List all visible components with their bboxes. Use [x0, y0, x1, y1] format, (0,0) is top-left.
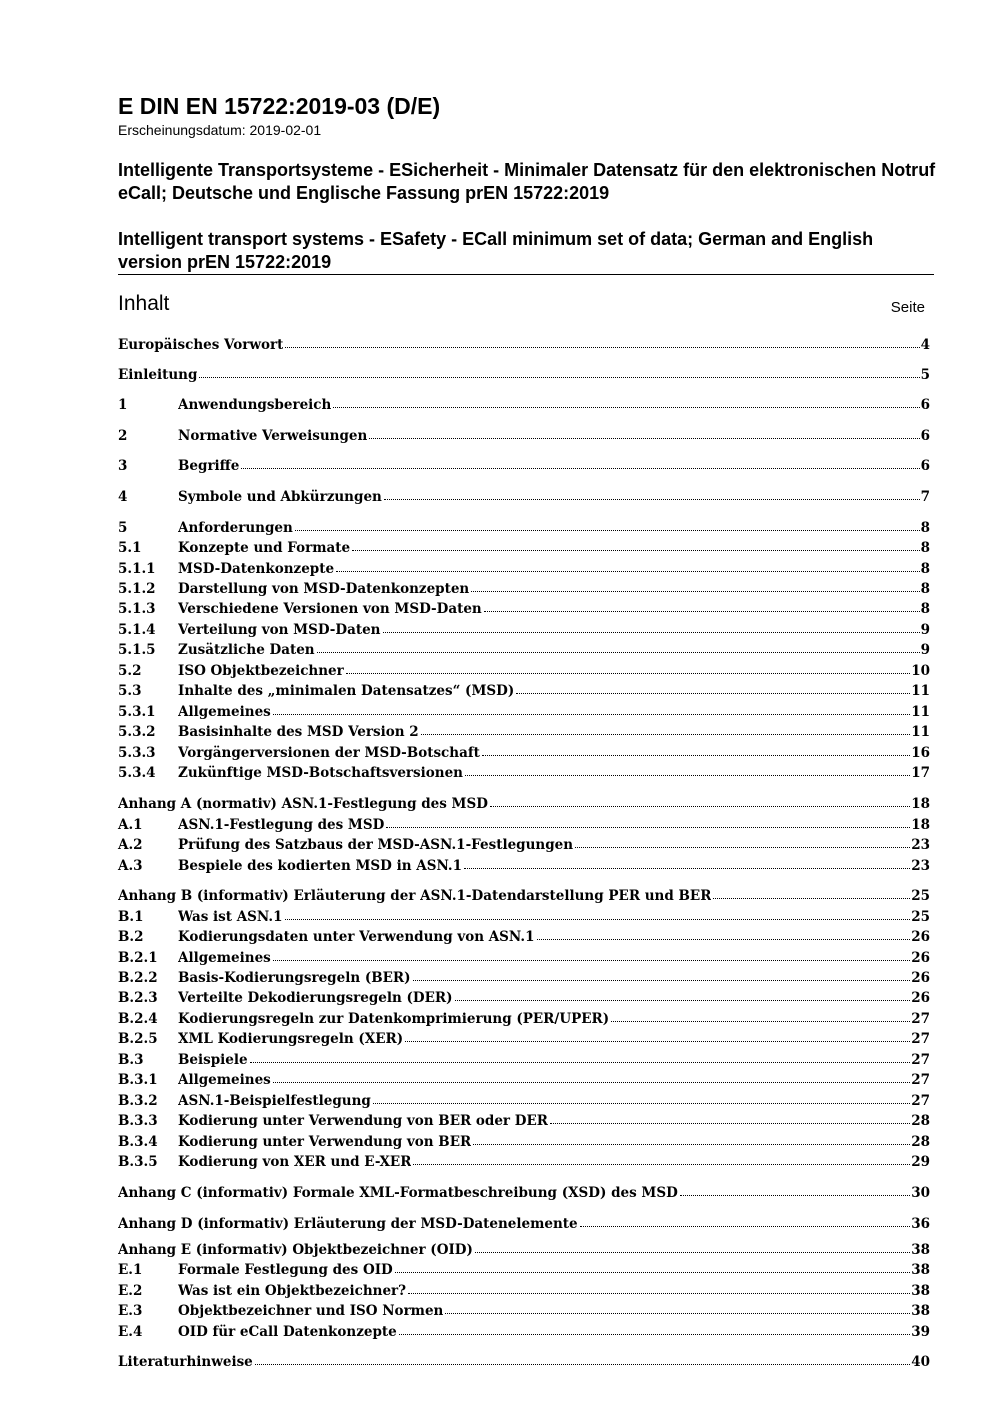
- toc-entry[interactable]: [118, 1183, 930, 1203]
- toc-entry[interactable]: [118, 681, 930, 701]
- toc-dot-leader: [537, 937, 911, 940]
- toc-entry-page: 26: [911, 970, 930, 986]
- toc-heading: Inhalt: [118, 292, 170, 315]
- toc-dot-leader: [413, 978, 911, 981]
- toc-dot-leader: [369, 436, 919, 439]
- toc-entry-title: Objektbezeichner und ISO Normen: [178, 1303, 444, 1319]
- toc-entry-page: 5: [920, 367, 930, 383]
- toc-entry-page: 26: [911, 990, 930, 1006]
- toc-entry[interactable]: [118, 559, 930, 579]
- toc-entry[interactable]: [118, 1152, 930, 1172]
- toc-entry-number: 5.1.5: [118, 642, 156, 658]
- toc-entry-number: B.2: [118, 929, 144, 945]
- toc-dot-leader: [475, 1250, 910, 1253]
- toc-entry-number: B.1: [118, 909, 144, 925]
- toc-entry[interactable]: [118, 722, 930, 742]
- toc-entry-page: 28: [911, 1113, 930, 1129]
- toc-entry-title: Konzepte und Formate: [178, 540, 351, 556]
- header-divider: [118, 274, 934, 275]
- toc-dot-leader: [550, 1121, 910, 1124]
- toc-entry[interactable]: [118, 395, 930, 415]
- toc-entry[interactable]: [118, 907, 930, 927]
- toc-entry-page: 38: [911, 1262, 930, 1278]
- toc-entry-page: 18: [911, 817, 930, 833]
- toc-entry-title: Europäisches Vorwort: [118, 337, 284, 353]
- toc-entry[interactable]: [118, 1111, 930, 1131]
- toc-entry[interactable]: [118, 1214, 930, 1234]
- toc-dot-leader: [421, 732, 911, 735]
- toc-entry-number: B.2.3: [118, 990, 158, 1006]
- toc-entry-page: 30: [911, 1185, 930, 1201]
- toc-entry-page: 18: [911, 796, 930, 812]
- toc-entry-number: 2: [118, 428, 128, 444]
- toc-entry-number: 5.1.3: [118, 601, 156, 617]
- toc-entry-title: Begriffe: [178, 458, 240, 474]
- toc-entry[interactable]: [118, 1240, 930, 1260]
- toc-entry[interactable]: [118, 1352, 930, 1372]
- toc-dot-leader: [473, 1142, 910, 1145]
- toc-entry-number: 5.3.3: [118, 745, 156, 761]
- toc-entry[interactable]: [118, 335, 930, 355]
- toc-dot-leader: [255, 1362, 910, 1365]
- toc-entry-title: Verteilung von MSD-Daten: [178, 622, 381, 638]
- toc-entry-title: XML Kodierungsregeln (XER): [178, 1031, 404, 1047]
- toc-entry-title: Basis-Kodierungsregeln (BER): [178, 970, 411, 986]
- toc-entry-title: Kodierung von XER und E-XER: [178, 1154, 412, 1170]
- toc-entry-title: MSD-Datenkonzepte: [178, 561, 335, 577]
- toc-entry-number: 5.1: [118, 540, 142, 556]
- toc-dot-leader: [336, 569, 920, 572]
- toc-dot-leader: [386, 825, 910, 828]
- toc-entry[interactable]: [118, 1132, 930, 1152]
- toc-entry[interactable]: [118, 988, 930, 1008]
- toc-entry-number: B.3.3: [118, 1113, 158, 1129]
- toc-entry-page: 25: [911, 888, 930, 904]
- toc-entry-title: Beispiele: [178, 1052, 248, 1068]
- toc-dot-leader: [464, 866, 910, 869]
- toc-entry-number: E.1: [118, 1262, 143, 1278]
- toc-dot-leader: [490, 804, 910, 807]
- toc-entry[interactable]: [118, 365, 930, 385]
- toc-entry-page: 8: [920, 561, 930, 577]
- toc-entry-title: Formale Festlegung des OID: [178, 1262, 393, 1278]
- toc-dot-leader: [273, 958, 910, 961]
- toc-entry[interactable]: [118, 815, 930, 835]
- toc-dot-leader: [373, 1101, 910, 1104]
- toc-dot-leader: [399, 1332, 910, 1335]
- toc-entry[interactable]: [118, 794, 930, 814]
- toc-entry[interactable]: [118, 1260, 930, 1280]
- toc-entry-number: 5.3.4: [118, 765, 156, 781]
- toc-entry[interactable]: [118, 702, 930, 722]
- toc-entry[interactable]: [118, 579, 930, 599]
- toc-entry-title: Was ist ASN.1: [178, 909, 283, 925]
- toc-entry-page: 8: [920, 581, 930, 597]
- toc-entry-page: 23: [911, 858, 930, 874]
- toc-dot-leader: [273, 712, 910, 715]
- publication-date: Erscheinungsdatum: 2019-02-01: [118, 122, 322, 138]
- toc-entry-page: 17: [911, 765, 930, 781]
- toc-entry-number: A.2: [118, 837, 143, 853]
- toc-entry-page: 6: [920, 397, 930, 413]
- toc-entry-title: Vorgängerversionen der MSD-Botschaft: [178, 745, 480, 761]
- toc-entry-page: 11: [911, 683, 930, 699]
- toc-entry[interactable]: [118, 487, 930, 507]
- toc-entry-title: Kodierungsregeln zur Datenkomprimierung (PER/UPER): [178, 1011, 610, 1027]
- toc-dot-leader: [395, 1270, 910, 1273]
- toc-entry-page: 27: [911, 1093, 930, 1109]
- toc-entry[interactable]: [118, 968, 930, 988]
- toc-entry-page: 6: [920, 458, 930, 474]
- toc-entry[interactable]: [118, 426, 930, 446]
- toc-dot-leader: [713, 896, 910, 899]
- toc-dot-leader: [384, 497, 920, 500]
- toc-entry-page: 6: [920, 428, 930, 444]
- toc-dot-leader: [482, 753, 910, 756]
- toc-entry-title: Symbole und Abkürzungen: [178, 489, 382, 505]
- toc-dot-leader: [413, 1162, 910, 1165]
- toc-entry-title: Verschiedene Versionen von MSD-Daten: [178, 601, 482, 617]
- toc-entry-title: ISO Objektbezeichner: [178, 663, 344, 679]
- toc-dot-leader: [317, 650, 920, 653]
- toc-entry[interactable]: [118, 1322, 930, 1342]
- toc-entry-number: 5.1.2: [118, 581, 156, 597]
- toc-entry-number: 5.1.4: [118, 622, 156, 638]
- toc-entry-page: 4: [920, 337, 930, 353]
- toc-entry-page: 40: [911, 1354, 930, 1370]
- toc-entry-page: 10: [911, 663, 930, 679]
- toc-entry-page: 7: [920, 489, 930, 505]
- toc-entry-page: 38: [911, 1303, 930, 1319]
- toc-entry[interactable]: [118, 518, 930, 538]
- toc-dot-leader: [471, 589, 919, 592]
- toc-entry-page: 25: [911, 909, 930, 925]
- toc-entry[interactable]: [118, 456, 930, 476]
- toc-entry-page: 27: [911, 1052, 930, 1068]
- toc-dot-leader: [250, 1060, 911, 1063]
- toc-dot-leader: [285, 345, 919, 348]
- toc-entry-number: E.3: [118, 1303, 143, 1319]
- toc-entry-page: 39: [911, 1324, 930, 1340]
- toc-entry-number: B.2.4: [118, 1011, 158, 1027]
- toc-entry-page: 11: [911, 704, 930, 720]
- toc-entry-title: Basisinhalte des MSD Version 2: [178, 724, 419, 740]
- title-german: Intelligente Transportsysteme - ESicherheit - Minimaler Datensatz für den elektronischen Notruf eCall; Deutsche und Englische Fassung prEN 15722:2019: [118, 160, 936, 203]
- toc-dot-leader: [465, 773, 910, 776]
- toc-entry-page: 36: [911, 1216, 930, 1232]
- toc-entry-page: 9: [920, 622, 930, 638]
- toc-entry[interactable]: [118, 640, 930, 660]
- toc-entry-number: A.1: [118, 817, 143, 833]
- toc-dot-leader: [445, 1311, 910, 1314]
- toc-dot-leader: [408, 1291, 910, 1294]
- toc-entry-number: B.3: [118, 1052, 144, 1068]
- toc-entry-number: 5: [118, 520, 128, 536]
- toc-entry[interactable]: [118, 1091, 930, 1111]
- toc-entry-title: Normative Verweisungen: [178, 428, 368, 444]
- toc-entry[interactable]: [118, 927, 930, 947]
- toc-entry-title: ASN.1-Festlegung des MSD: [178, 817, 385, 833]
- toc-entry-page: 23: [911, 837, 930, 853]
- toc-entry-page: 11: [911, 724, 930, 740]
- toc-entry[interactable]: [118, 661, 930, 681]
- toc-dot-leader: [405, 1039, 910, 1042]
- toc-dot-leader: [199, 375, 919, 378]
- toc-entry-title: Anwendungsbereich: [178, 397, 332, 413]
- toc-entry-title: Allgemeines: [178, 704, 271, 720]
- toc-entry[interactable]: [118, 1029, 930, 1049]
- toc-entry[interactable]: [118, 948, 930, 968]
- toc-entry-title: Kodierung unter Verwendung von BER oder DER: [178, 1113, 548, 1129]
- title-english: Intelligent transport systems - ESafety - ECall minimum set of data; German and English version prEN 15722:2019: [118, 229, 874, 272]
- toc-entry-title: Anforderungen: [178, 520, 293, 536]
- toc-entry-title: Was ist ein Objektbezeichner?: [178, 1283, 407, 1299]
- toc-entry-number: B.2.5: [118, 1031, 158, 1047]
- toc-entry-number: B.2.2: [118, 970, 158, 986]
- toc-dot-leader: [580, 1224, 911, 1227]
- toc-entry-number: B.3.1: [118, 1072, 158, 1088]
- toc-entry-title: Anhang A (normativ) ASN.1-Festlegung des MSD: [118, 796, 488, 812]
- toc-entry-title: Anhang D (informativ) Erläuterung der MSD-Datenelemente: [118, 1216, 578, 1232]
- toc-dot-leader: [295, 528, 920, 531]
- toc-dot-leader: [611, 1019, 910, 1022]
- toc-entry[interactable]: [118, 763, 930, 783]
- toc-entry-title: Literaturhinweise: [118, 1354, 253, 1370]
- toc-entry[interactable]: [118, 1009, 930, 1029]
- toc-dot-leader: [383, 630, 920, 633]
- toc-entry-page: 38: [911, 1242, 930, 1258]
- toc-entry-number: B.2.1: [118, 950, 158, 966]
- toc-entry[interactable]: [118, 538, 930, 558]
- toc-entry-title: Einleitung: [118, 367, 198, 383]
- toc-dot-leader: [346, 671, 910, 674]
- toc-entry-title: Zukünftige MSD-Botschaftsversionen: [178, 765, 463, 781]
- toc-entry[interactable]: [118, 599, 930, 619]
- toc-entry-number: B.3.2: [118, 1093, 158, 1109]
- toc-entry-page: 28: [911, 1134, 930, 1150]
- toc-entry-number: 3: [118, 458, 128, 474]
- toc-entry[interactable]: [118, 1301, 930, 1321]
- toc-entry-number: 5.3: [118, 683, 142, 699]
- toc-entry-title: Darstellung von MSD-Datenkonzepten: [178, 581, 470, 597]
- toc-entry-page: 8: [920, 601, 930, 617]
- toc-entry-title: ASN.1-Beispielfestlegung: [178, 1093, 371, 1109]
- toc-dot-leader: [285, 917, 911, 920]
- toc-entry-page: 9: [920, 642, 930, 658]
- toc-entry-number: 5.3.2: [118, 724, 156, 740]
- toc-entry[interactable]: [118, 835, 930, 855]
- toc-entry-number: E.4: [118, 1324, 143, 1340]
- toc-entry-title: Kodierung unter Verwendung von BER: [178, 1134, 472, 1150]
- toc-entry-page: 27: [911, 1072, 930, 1088]
- toc-entry[interactable]: [118, 1070, 930, 1090]
- toc-dot-leader: [273, 1080, 910, 1083]
- toc-entry-title: Allgemeines: [178, 1072, 271, 1088]
- toc-dot-leader: [455, 998, 911, 1001]
- toc-entry-number: 5.2: [118, 663, 142, 679]
- toc-entry-page: 29: [911, 1154, 930, 1170]
- toc-entry-number: 1: [118, 397, 128, 413]
- toc-entry-title: Bespiele des kodierten MSD in ASN.1: [178, 858, 463, 874]
- toc-entry-title: OID für eCall Datenkonzepte: [178, 1324, 397, 1340]
- toc-entry-title: Anhang B (informativ) Erläuterung der ASN.1-Datendarstellung PER und BER: [118, 888, 712, 904]
- document-id: E DIN EN 15722:2019-03 (D/E): [118, 93, 441, 119]
- toc-entry[interactable]: [118, 856, 930, 876]
- toc-entry[interactable]: [118, 1050, 930, 1070]
- toc-entry-title: Zusätzliche Daten: [178, 642, 315, 658]
- toc-entry-title: Verteilte Dekodierungsregeln (DER): [178, 990, 453, 1006]
- toc-entry-page: 26: [911, 929, 930, 945]
- toc-entry-page: 16: [911, 745, 930, 761]
- toc-entry-page: 27: [911, 1031, 930, 1047]
- toc-dot-leader: [241, 466, 919, 469]
- toc-entry-title: Anhang C (informativ) Formale XML-Formatbeschreibung (XSD) des MSD: [118, 1185, 678, 1201]
- toc-dot-leader: [680, 1193, 910, 1196]
- toc-entry[interactable]: [118, 886, 930, 906]
- toc-entry-title: Inhalte des „minimalen Datensatzes“ (MSD): [178, 683, 515, 699]
- toc-entry-page: 26: [911, 950, 930, 966]
- toc-entry-page: 38: [911, 1283, 930, 1299]
- toc-dot-leader: [484, 609, 920, 612]
- toc-entry[interactable]: [118, 1281, 930, 1301]
- toc-entry-page: 8: [920, 520, 930, 536]
- toc-entry-number: E.2: [118, 1283, 143, 1299]
- toc-dot-leader: [575, 845, 910, 848]
- toc-entry-title: Anhang E (informativ) Objektbezeichner (OID): [118, 1242, 473, 1258]
- toc-entry-number: 5.1.1: [118, 561, 156, 577]
- toc-dot-leader: [333, 405, 919, 408]
- page-column-label: Seite: [890, 299, 925, 316]
- toc-entry-number: B.3.5: [118, 1154, 158, 1170]
- toc-entry[interactable]: [118, 620, 930, 640]
- toc-entry-number: 5.3.1: [118, 704, 156, 720]
- toc-entry-page: 27: [911, 1011, 930, 1027]
- toc-dot-leader: [352, 548, 920, 551]
- toc-entry[interactable]: [118, 743, 930, 763]
- toc-entry-title: Prüfung des Satzbaus der MSD-ASN.1-Festlegungen: [178, 837, 574, 853]
- toc-entry-title: Allgemeines: [178, 950, 271, 966]
- toc-entry-number: B.3.4: [118, 1134, 158, 1150]
- toc-dot-leader: [516, 691, 910, 694]
- toc-entry-number: A.3: [118, 858, 143, 874]
- toc-entry-page: 8: [920, 540, 930, 556]
- toc-entry-number: 4: [118, 489, 128, 505]
- toc-entry-title: Kodierungsdaten unter Verwendung von ASN.1: [178, 929, 535, 945]
